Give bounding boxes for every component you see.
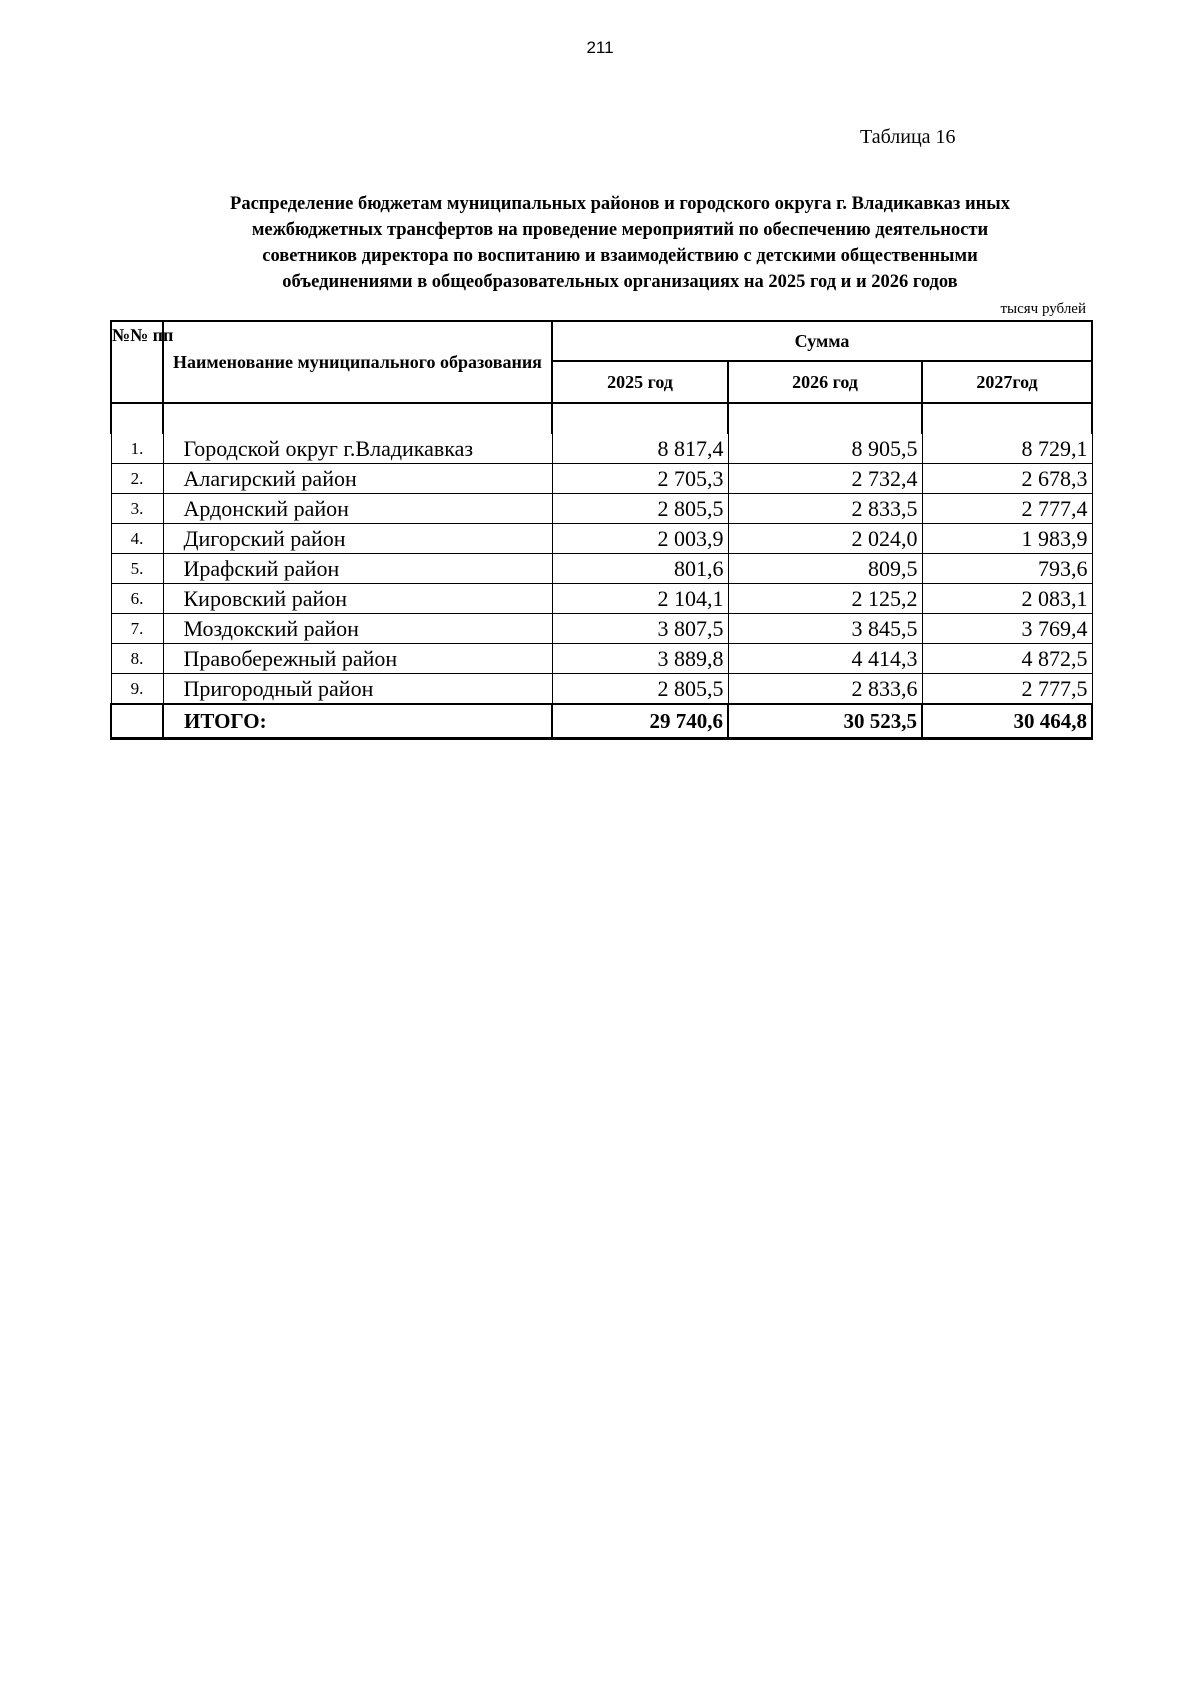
row-number: 6.: [111, 584, 163, 614]
document-title: [160, 191, 1080, 295]
value-2027: 2 777,5: [922, 674, 1092, 705]
value-2026: 2 732,4: [728, 464, 922, 494]
value-2025: 2 805,5: [552, 494, 728, 524]
row-number: 7.: [111, 614, 163, 644]
header-sum: Сумма: [552, 321, 1092, 361]
spacer-cell: [728, 403, 922, 434]
row-number: 9.: [111, 674, 163, 705]
total-2026: 30 523,5: [728, 704, 922, 739]
header-number: №№ пп: [111, 321, 163, 403]
header-year-2027: 2027год: [922, 361, 1092, 403]
value-2025: 2 003,9: [552, 524, 728, 554]
value-2025: 2 104,1: [552, 584, 728, 614]
spacer-cell: [111, 403, 163, 434]
total-2027: 30 464,8: [922, 704, 1092, 739]
table-row: [111, 554, 1092, 584]
value-2027: 793,6: [922, 554, 1092, 584]
header-municipality: Наименование муниципального образования: [163, 321, 552, 403]
value-2025: 2 805,5: [552, 674, 728, 705]
row-number: 2.: [111, 464, 163, 494]
header-year-2025: 2025 год: [552, 361, 728, 403]
municipality-name: Пригородный район: [163, 674, 552, 705]
value-2025: 3 889,8: [552, 644, 728, 674]
row-number: 8.: [111, 644, 163, 674]
title-line: объединениями в общеобразовательных организациях на 2025 год и и 2026 годов: [282, 272, 958, 292]
row-number: 1.: [111, 434, 163, 464]
title-line: межбюджетных трансфертов на проведение мероприятий по обеспечению деятельности: [251, 220, 989, 240]
municipality-name: Городской округ г.Владикавказ: [163, 434, 552, 464]
spacer-cell: [552, 403, 728, 434]
value-2025: 801,6: [552, 554, 728, 584]
value-2027: 8 729,1: [922, 434, 1092, 464]
spacer-cell: [163, 403, 552, 434]
value-2025: 3 807,5: [552, 614, 728, 644]
table-row: [111, 464, 1092, 494]
total-2025: 29 740,6: [552, 704, 728, 739]
page-number: 211: [586, 38, 614, 57]
title-line: советников директора по воспитанию и взаимодействию с детскими общественными: [262, 246, 978, 266]
value-2026: 4 414,3: [728, 644, 922, 674]
value-2026: 3 845,5: [728, 614, 922, 644]
table-row: [111, 614, 1092, 644]
value-2026: 2 833,5: [728, 494, 922, 524]
total-number-cell: [111, 704, 163, 739]
value-2027: 2 678,3: [922, 464, 1092, 494]
table-row: [111, 524, 1092, 554]
value-2026: 8 905,5: [728, 434, 922, 464]
table-row: [111, 674, 1092, 705]
units-label: тысяч рублей: [1000, 301, 1086, 317]
row-number: 5.: [111, 554, 163, 584]
municipality-name: Дигорский район: [163, 524, 552, 554]
value-2027: 1 983,9: [922, 524, 1092, 554]
row-number: 4.: [111, 524, 163, 554]
municipality-name: Правобережный район: [163, 644, 552, 674]
spacer-cell: [922, 403, 1092, 434]
table-row: [111, 644, 1092, 674]
table-row: [111, 494, 1092, 524]
value-2027: 4 872,5: [922, 644, 1092, 674]
table-row: [111, 434, 1092, 464]
value-2026: 809,5: [728, 554, 922, 584]
value-2025: 8 817,4: [552, 434, 728, 464]
value-2027: 3 769,4: [922, 614, 1092, 644]
municipality-name: Ардонский район: [163, 494, 552, 524]
value-2026: 2 024,0: [728, 524, 922, 554]
total-label: ИТОГО:: [163, 704, 552, 739]
table-row: [111, 584, 1092, 614]
municipality-name: Ирафский район: [163, 554, 552, 584]
title-line: Распределение бюджетам муниципальных районов и городского округа г. Владикавказ иных: [230, 194, 1010, 214]
header-year-2026: 2026 год: [728, 361, 922, 403]
total-row: [111, 704, 1092, 739]
row-number: 3.: [111, 494, 163, 524]
budget-table: [110, 320, 1093, 740]
value-2025: 2 705,3: [552, 464, 728, 494]
value-2027: 2 083,1: [922, 584, 1092, 614]
value-2026: 2 125,2: [728, 584, 922, 614]
table-label: Таблица 16: [860, 126, 956, 148]
municipality-name: Кировский район: [163, 584, 552, 614]
municipality-name: Моздокский район: [163, 614, 552, 644]
municipality-name: Алагирский район: [163, 464, 552, 494]
value-2027: 2 777,4: [922, 494, 1092, 524]
value-2026: 2 833,6: [728, 674, 922, 705]
